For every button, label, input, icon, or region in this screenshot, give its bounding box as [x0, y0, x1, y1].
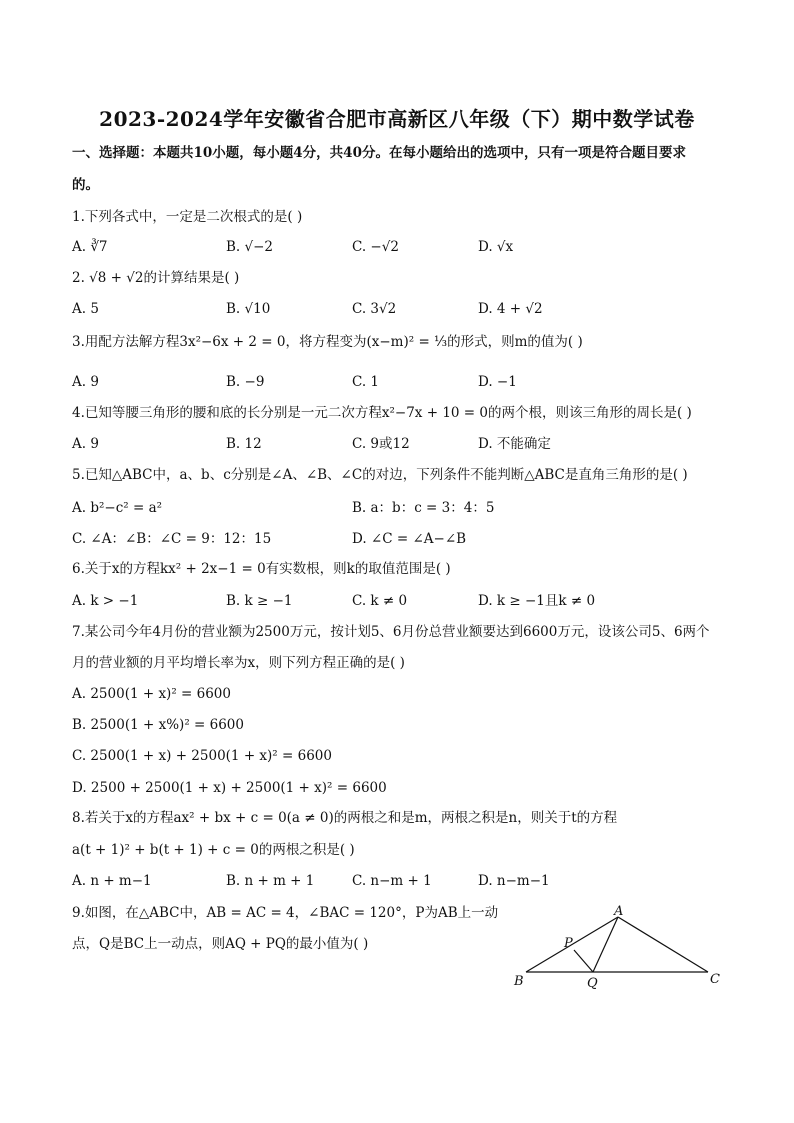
question-1-stem: 1.下列各式中，一定是二次根式的是( ) — [72, 209, 303, 225]
q7-option-b: B. 2500(1 + x%)² = 6600 — [72, 717, 244, 733]
section-heading: 一、选择题：本题共10小题，每小题4分，共40分。在每小题给出的选项中，只有一项是符合题目要求 — [72, 145, 686, 161]
question-7-stem: 7.某公司今年4月份的营业额为2500万元，按计划5、6月份总营业额要达到6600万元，设该公司5、6两个 — [72, 624, 710, 640]
question-3-stem: 3.用配方法解方程3x²−6x + 2 = 0，将方程变为(x−m)² = ⅓的形式，则m的值为( ) — [72, 334, 583, 350]
q2-option-d: D. 4 + √2 — [478, 301, 543, 317]
q7-option-a: A. 2500(1 + x)² = 6600 — [72, 686, 231, 702]
q1-option-a: A. ∛7 — [72, 239, 108, 255]
q5-option-b: B. a：b：c = 3：4：5 — [352, 500, 495, 516]
question-9-stem-cont: 点，Q是BC上一动点，则AQ + PQ的最小值为( ) — [72, 936, 369, 952]
question-8-stem: 8.若关于x的方程ax² + bx + c = 0(a ≠ 0)的两根之和是m，两根之积是n，则关于t的方程 — [72, 810, 618, 826]
q6-option-b: B. k ≥ −1 — [226, 593, 293, 609]
q7-option-d: D. 2500 + 2500(1 + x) + 2500(1 + x)² = 6600 — [72, 780, 387, 796]
question-7-stem-cont: 月的营业额的月平均增长率为x，则下列方程正确的是( ) — [72, 655, 405, 671]
segment-pq — [574, 950, 593, 972]
q4-option-d: D. 不能确定 — [478, 436, 551, 452]
q8-option-a: A. n + m−1 — [72, 873, 152, 889]
side-ac — [618, 917, 708, 972]
label-c: C — [710, 972, 720, 987]
q8-option-b: B. n + m + 1 — [226, 873, 315, 889]
q8-option-d: D. n−m−1 — [478, 873, 550, 889]
q7-option-c: C. 2500(1 + x) + 2500(1 + x)² = 6600 — [72, 748, 332, 764]
q2-option-c: C. 3√2 — [352, 301, 397, 317]
q6-option-d: D. k ≥ −1且k ≠ 0 — [478, 593, 596, 609]
q8-option-c: C. n−m + 1 — [352, 873, 432, 889]
label-q: Q — [587, 976, 598, 991]
segment-aq — [593, 917, 618, 972]
question-6-stem: 6.关于x的方程kx² + 2x−1 = 0有实数根，则k的取值范围是( ) — [72, 561, 451, 577]
question-4-stem: 4.已知等腰三角形的腰和底的长分别是一元二次方程x²−7x + 10 = 0的两个根，则该三角形的周长是( ) — [72, 405, 692, 421]
q6-option-c: C. k ≠ 0 — [352, 593, 408, 609]
question-8-stem-cont: a(t + 1)² + b(t + 1) + c = 0的两根之积是( ) — [72, 842, 355, 858]
q3-option-c: C. 1 — [352, 374, 380, 390]
q1-option-d: D. √x — [478, 239, 514, 255]
q2-option-b: B. √10 — [226, 301, 271, 317]
label-p: P — [564, 936, 573, 951]
q3-option-b: B. −9 — [226, 374, 265, 390]
q1-option-c: C. −√2 — [352, 239, 399, 255]
q4-option-a: A. 9 — [72, 436, 99, 452]
q4-option-b: B. 12 — [226, 436, 262, 452]
q3-option-a: A. 9 — [72, 374, 99, 390]
label-a: A — [614, 905, 624, 919]
q5-option-a: A. b²−c² = a² — [72, 500, 163, 516]
q1-option-b: B. √−2 — [226, 239, 274, 255]
question-9-stem: 9.如图，在△ABC中，AB = AC = 4，∠BAC = 120°，P为AB上一动 — [72, 905, 499, 921]
q6-option-a: A. k > −1 — [72, 593, 139, 609]
q4-option-c: C. 9或12 — [352, 436, 410, 452]
q5-option-c: C. ∠A：∠B：∠C = 9：12：15 — [72, 531, 272, 547]
question-5-stem: 5.已知△ABC中，a、b、c分别是∠A、∠B、∠C的对边，下列条件不能判断△ABC是直角三角形的是( ) — [72, 467, 688, 483]
triangle-figure — [508, 905, 728, 995]
question-2-stem: 2. √8 + √2的计算结果是( ) — [72, 270, 240, 286]
section-heading-cont: 的。 — [72, 177, 99, 193]
q5-option-d: D. ∠C = ∠A−∠B — [352, 531, 467, 547]
label-b: B — [514, 974, 524, 989]
q3-option-d: D. −1 — [478, 374, 517, 390]
page-title: 2023-2024学年安徽省合肥市高新区八年级（下）期中数学试卷 — [99, 107, 695, 131]
q2-option-a: A. 5 — [72, 301, 99, 317]
